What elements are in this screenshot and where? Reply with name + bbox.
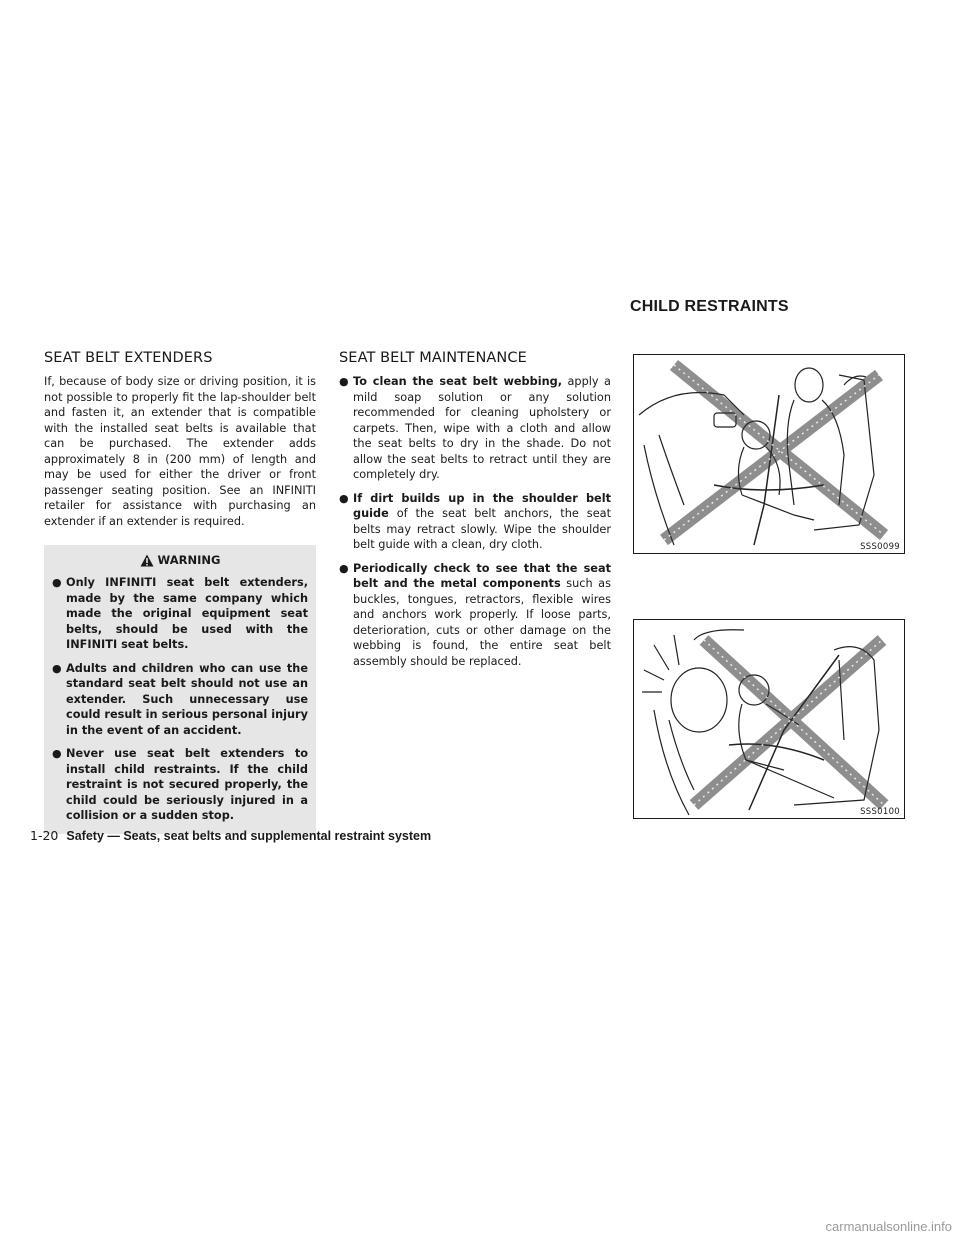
bullet-icon: ● — [339, 491, 349, 505]
warning-item-text: Adults and children who can use the standard seat belt should not use an extender. Such unnecessary use could result in serious personal injury in the event of an accident. — [66, 661, 308, 737]
left-column — [44, 350, 316, 834]
warning-item-text: Only INFINITI seat belt extenders, made by the same company which made the original equipment seat belts, should be used with the INFINITI seat belts. — [66, 576, 308, 651]
warning-box — [44, 545, 316, 834]
child-on-lap-illustration — [634, 355, 904, 553]
figure-label: SSS0099 — [860, 542, 900, 552]
bullet-icon: ● — [339, 561, 349, 575]
maintenance-item-bold: To clean the seat belt webbing, — [353, 375, 563, 388]
warning-triangle-icon — [140, 554, 154, 567]
footer-title: Safety — Seats, seat belts and supplemental restraint system — [66, 829, 432, 843]
maintenance-item — [339, 491, 611, 553]
warning-item — [52, 661, 308, 739]
middle-column — [339, 350, 611, 669]
extenders-paragraph: If, because of body size or driving position, it is not possible to properly fit the lap-shoulder belt and fasten it, an extender that is compatible with the installed seat belts is available that can be purchased. The extender adds approximately 8 in (200 mm) of length and may be used for either the driver or front passenger seating position. See an INFINITI retailer for assistance with purchasing an extender if an extender is required. — [44, 375, 316, 528]
figure-child-front-seat — [633, 619, 905, 819]
warning-item-text: Never use seat belt extenders to install child restraints. If the child restraint is not secured properly, the child could be seriously injured in a collision or a sudden stop. — [66, 747, 308, 822]
page-number: 1-20 — [30, 828, 59, 843]
bullet-icon: ● — [52, 576, 62, 589]
maintenance-item-bold: If dirt builds up in the shoulder belt guide — [353, 491, 611, 520]
maintenance-item-bold: Periodically check to see that the seat belt and the metal components — [353, 561, 611, 590]
warning-header — [52, 549, 308, 575]
warning-title: WARNING — [157, 553, 221, 567]
section-header: CHILD RESTRAINTS — [630, 298, 789, 315]
watermark-link[interactable]: carmanualsonline.info — [825, 1219, 952, 1234]
figure-child-on-lap — [633, 354, 905, 554]
maintenance-item-body: apply a mild soap solution or any solution recommended for cleaning upholstery or carpets. Then, wipe with a cloth and allow the seat belts to dry in the shade. Do not allow the seat belts to retract until they are completely dry. — [353, 375, 611, 481]
bullet-icon: ● — [52, 747, 62, 760]
maintenance-item-text — [353, 374, 611, 483]
maintenance-item-text — [353, 561, 611, 670]
seat-belt-maintenance-heading: SEAT BELT MAINTENANCE — [339, 350, 527, 366]
bullet-icon: ● — [339, 375, 349, 388]
figure-label: SSS0100 — [860, 807, 900, 817]
seat-belt-extenders-heading: SEAT BELT EXTENDERS — [44, 350, 213, 366]
page-footer — [30, 828, 431, 843]
maintenance-item-body: of the seat belt anchors, the seat belts may retract slowly. Wipe the shoulder belt guide with a clean, dry cloth. — [353, 507, 611, 551]
maintenance-item — [339, 374, 611, 483]
maintenance-item-text — [353, 491, 611, 553]
maintenance-item — [339, 561, 611, 670]
warning-item — [52, 575, 308, 653]
child-front-seat-illustration — [634, 620, 904, 818]
bullet-icon: ● — [52, 661, 62, 675]
maintenance-item-body: such as buckles, tongues, retractors, flexible wires and anchors work properly. If loose parts, deterioration, cuts or other damage on the webbing is found, the entire seat belt assembly should be replaced. — [353, 577, 611, 668]
warning-item — [52, 746, 308, 824]
